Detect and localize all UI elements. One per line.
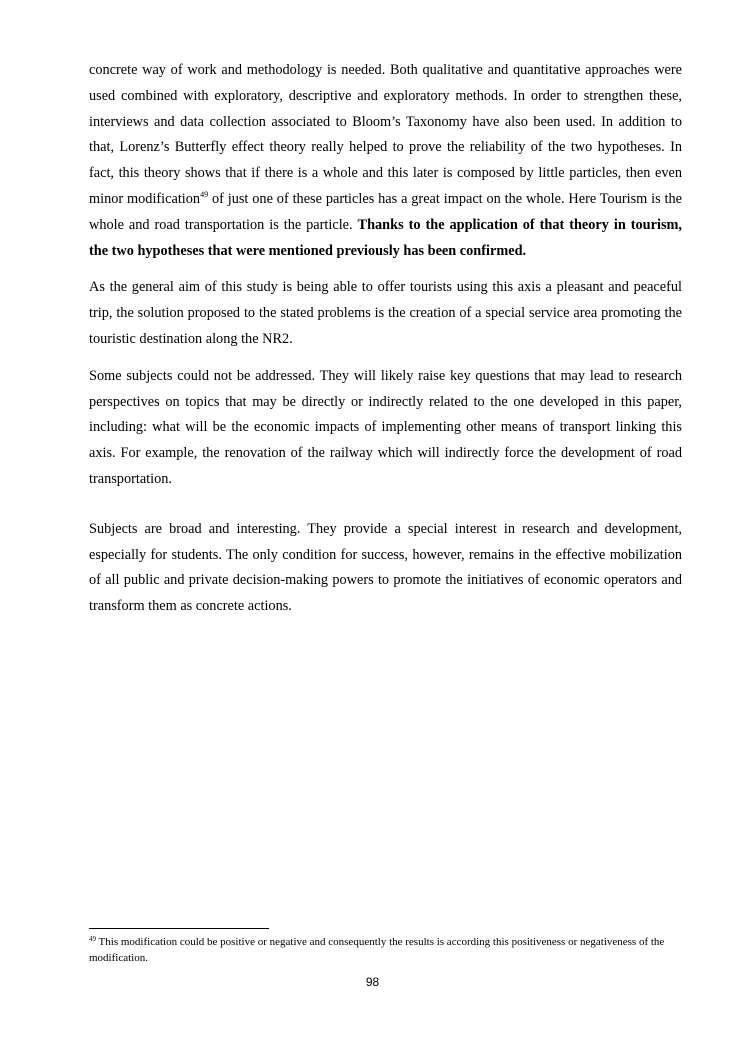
paragraph-subjects: Subjects are broad and interesting. They provide a special interest in research and development, especially for students. The only condition for success, however, remains in the effective mobilization of all public and private decision-making powers to promote the initiatives of economic operators and transform them as concrete actions. bbox=[89, 520, 682, 615]
footnote-reference: 49 bbox=[200, 189, 209, 199]
footnote-text: This modification could be positive or negative and consequently the results is according this positiveness or negativeness of the modification. bbox=[89, 936, 665, 964]
paragraph-research-perspectives: Some subjects could not be addressed. They will likely raise key questions that may lead to research perspectives on topics that may be directly or indirectly related to the one developed in this paper, including: what will be the economic impacts of implementing other means of transport linking this axis. For example, the renovation of the railway which will indirectly force the development of road transportation. bbox=[89, 367, 682, 487]
footnote bbox=[89, 935, 682, 966]
body-text bbox=[89, 58, 682, 631]
footnote-separator bbox=[89, 928, 269, 929]
bold-conclusion: Thanks to the application of that theory in tourism, the two hypotheses that were mentioned previously has been confirmed. bbox=[89, 216, 682, 259]
footnote-number: 49 bbox=[89, 935, 96, 943]
paragraph-general-aim: As the general aim of this study is being able to offer tourists using this axis a pleasant and peaceful trip, the solution proposed to the stated problems is the creation of a special service area promoting the touristic destination along the NR2. bbox=[89, 279, 682, 347]
paragraph-text: concrete way of work and methodology is needed. Both qualitative and quantitative approaches were used combined with exploratory, descriptive and exploratory methods. In order to strengthen these, interviews and data collection associated to Bloom’s Taxonomy have also been used. In addition to that, Lorenz’s Butterfly effect theory really helped to prove the reliability of the two hypotheses. In fact, this theory shows that if there is a whole and this later is composed by little particles, then even minor modification bbox=[89, 62, 682, 207]
page-number: 98 bbox=[365, 975, 380, 989]
paragraph-text: of just one of these particles has a great impact on the whole. Here Tourism is the whole and road transportation is the particle. bbox=[89, 190, 683, 233]
paragraph-methodology bbox=[89, 58, 682, 264]
